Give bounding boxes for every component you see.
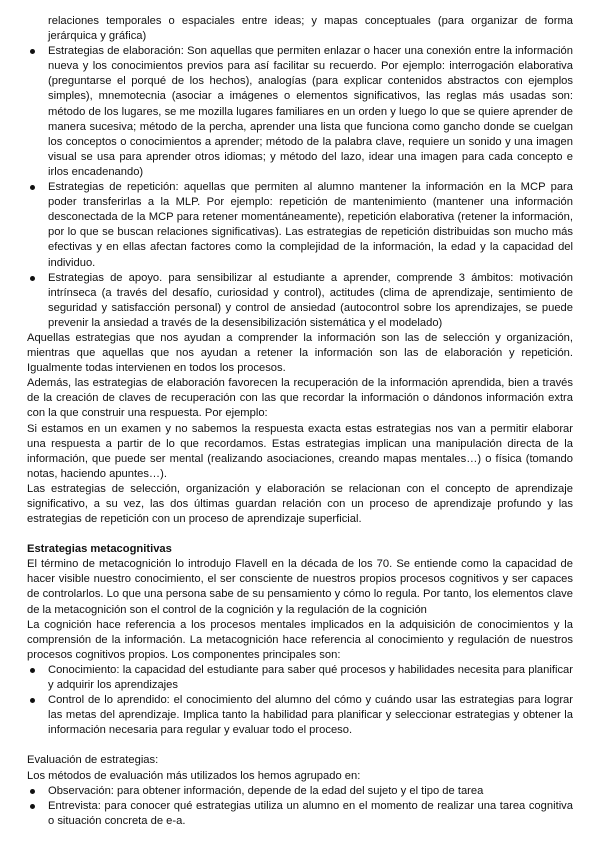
bullet-icon	[30, 698, 35, 703]
metacognition-list	[27, 663, 573, 738]
list-continuation-text: relaciones temporales o espaciales entre ideas; y mapas conceptuales (para organizar de forma jerárquica y gráfica)	[48, 15, 573, 43]
paragraph: Los métodos de evaluación más utilizados los hemos agrupado en:	[27, 769, 361, 782]
evaluation-list	[27, 784, 573, 829]
list-item	[27, 784, 573, 799]
bullet-icon	[30, 789, 35, 794]
paragraph: La cognición hace referencia a los procesos mentales implicados en la adquisición de conocimientos y la comprensión de la información. La metacognición hace referencia al conocimiento y regulación de nuestros procesos cognitivos propios. Los componentes principales son:	[27, 618, 573, 661]
list-item	[27, 180, 573, 271]
bullet-icon	[30, 49, 35, 54]
strategy-list	[27, 44, 573, 331]
list-item	[27, 271, 573, 331]
bullet-icon	[30, 276, 35, 281]
list-item	[27, 44, 573, 180]
bullet-icon	[30, 668, 35, 673]
list-item-text: Estrategias de elaboración: Son aquellas que permiten enlazar o hacer una conexión entre la información nueva y los conocimientos previos para así facilitar su recuerdo. Por ejemplo: interrogación elaborativa (preguntarse el porqué de los hechos), analogías (para explicar contenidos abstractos con ejemplos simples), mnemotecnia (asociar a imágenes o elementos significativos, las reglas más usadas son: método de los lugares, se me mozilla lugares familiares en un orden y luego lo que se quiere aprender de manera sucesiva; método de la percha, aprender una lista que funciona como gancho donde se cuelgan los conceptos o conocimientos a aprender; método de la palabra clave, requiere un sonido y una imagen visual se usa para aprender otros idiomas; y método del lazo, idear una imagen para cada concepto e irlos encadenando)	[48, 45, 573, 178]
list-item-text: Estrategias de apoyo. para sensibilizar al estudiante a aprender, comprende 3 ámbitos: motivación intrínseca (a través del desafío, curiosidad y control), actitudes (clima de aprendizaje, sentimiento de seguridad y satisfacción personal) y control de ansiedad (autocontrol sobre los aprendizajes, se puede prevenir la ansiedad a través de la desensibilización sistemática y el modelado)	[48, 271, 573, 329]
list-item-text: Conocimiento: la capacidad del estudiante para saber qué procesos y habilidades necesita para planificar y adquirir los aprendizajes	[48, 663, 573, 692]
paragraph: Además, las estrategias de elaboración favorecen la recuperación de la información aprendida, bien a través de la creación de claves de recuperación con las que recordar la información o dándonos información extra con la que construir una respuesta. Por ejemplo:	[27, 377, 573, 420]
list-item-text: Entrevista: para conocer qué estrategias utiliza un alumno en el momento de realizar una tarea cognitiva o situación concreta de e-a.	[48, 799, 573, 827]
bullet-icon	[30, 185, 35, 190]
paragraph: Aquellas estrategias que nos ayudan a comprender la información son las de selección y organización, mientras que aquellas que nos ayudan a retener la información son las de elaboración y repetición. Igualmente todas intervienen en todos los procesos.	[27, 331, 573, 375]
section-heading: Estrategias metacognitivas	[27, 543, 172, 556]
list-item	[27, 663, 573, 693]
document-page	[27, 14, 573, 829]
list-item-text: Observación: para obtener información, depende de la edad del sujeto y el tipo de tarea	[48, 784, 484, 797]
paragraph: Si estamos en un examen y no sabemos la respuesta exacta estas estrategias nos van a permitir elaborar una respuesta a partir de lo que recordamos. Estas estrategias implican una manipulación directa de la información, que puede ser mental (realizando asociaciones, creando mapas mentales…) o física (tomando notas, haciendo apuntes…).	[27, 422, 573, 480]
list-item	[27, 693, 573, 738]
list-item	[27, 799, 573, 829]
list-item-text: Control de lo aprendido: el conocimiento del alumno del cómo y cuándo usar las estrategias para lograr las metas del aprendizaje. Implica tanto la habilidad para planificar y seleccionar estrategias y obtener la información necesaria para regular y evaluar todo el proceso.	[48, 694, 573, 737]
paragraph: Las estrategias de selección, organización y elaboración se relacionan con el concepto de aprendizaje significativo, a su vez, las dos últimas guardan relación con un proceso de aprendizaje profundo y las estrategias de repetición con un proceso de aprendizaje superficial.	[27, 482, 573, 526]
list-item-text: Estrategias de repetición: aquellas que permiten al alumno mantener la información en la MCP para poder transferirlas a la MLP. Por ejemplo: repetición de mantenimiento (mantener una información desconectada de la MCP para retener momentáneamente), repetición elaborativa (retener la información, por lo que se buscan relaciones significativas). Las estrategias de repetición distribuidas son mucho más efectivas y en ellas afectan factores como la complejidad de la información, la edad y la capacidad del individuo.	[48, 181, 573, 269]
bullet-icon	[30, 804, 35, 809]
section-title: Evaluación de estrategias:	[27, 754, 159, 767]
paragraph: El término de metacognición lo introdujo Flavell en la década de los 70. Se entiende como la capacidad de hacer visible nuestro conocimiento, el ser consciente de nuestros propios procesos cognitivos y ser capaces de controlarlos. Lo que una persona sabe de su pensamiento y cómo lo regula. Por tanto, los elementos clave de la metacognición son el control de la cognición y la regulación de la cognición	[27, 558, 573, 616]
